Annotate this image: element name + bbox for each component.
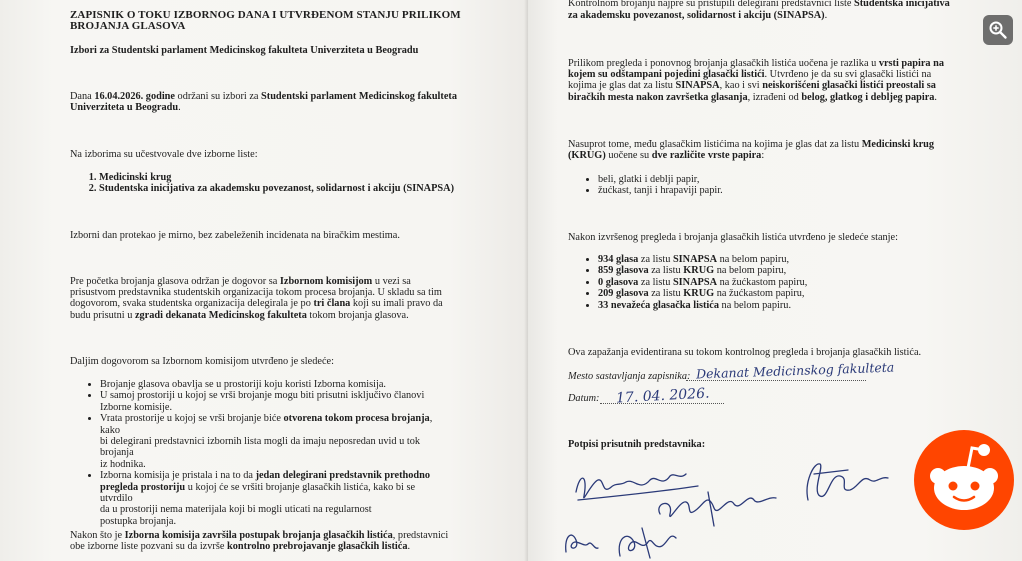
date-paragraph-line1: Dana 16.04.2026. godine održani su izbori za Studentski parlament Medicinskog fakulteta (70, 91, 457, 102)
list-item: • Vrata prostorije u kojoj se vrši brojanje biće otvorena tokom procesa brojanja, kako bi delegirani predstavnici izbornih lista mogli da imaju neposredan uvid u tok brojanja iz hodnika. (100, 413, 446, 470)
signature-2 (659, 492, 776, 526)
signature-4 (566, 535, 598, 552)
contrast-line1: Nasuprot tome, među glasačkim listićima na kojima je glas dat za listu Medicinski krug (568, 139, 935, 150)
agreement-line1: Pre početka brojanja glasova održan je dogovor sa Izbornom komisijom u vezi sa (70, 276, 411, 287)
document-subtitle: Izbori za Studentski parlament Medicinskog fakulteta Univerziteta u Beogradu (70, 45, 419, 56)
review-line2: kojem su odštampani pojedini glasački listići. Utvrđeno je da su svi glasački listići na (568, 69, 932, 80)
document-title-line1: ZAPISNIK O TOKU IZBORNOG DANA I UTVRĐENOM STANJU PRILIKOM (70, 9, 461, 21)
document-title-line2: BROJANJA GLASOVA (70, 20, 186, 32)
electoral-lists (83, 172, 454, 195)
review-line3: kojima je glas dat za listu SINAPSA, kao i svi neiskorišćeni glasački listići preostali sa (568, 80, 936, 91)
list-item: • U samoj prostoriji u kojoj se vrši brojanje mogu biti prisutni isključivo članovi Izborne komisije. (100, 390, 446, 413)
list-item: 2. Studentska inicijativa za akademsku povezanost, solidarnost i akciju (SINAPSA) (99, 183, 454, 194)
place-handwritten: Dekanat Medicinskog fakulteta (695, 359, 895, 382)
place-label: Mesto sastavljanja zapisnika: (568, 371, 691, 382)
agreement-line2: prisustvom predstavnika studentskih organizacija tokom procesa brojanja. U skladu sa tim (70, 287, 442, 298)
count-row: • 209 glasova za listu KRUG na žućkastom papiru, (598, 288, 807, 299)
recorded-statement: Ova zapažanja evidentirana su tokom kontrolnog pregleda i brojanja glasačkih listića. (568, 347, 922, 358)
rules-bullets (86, 379, 446, 527)
count-row: • 33 nevažeća glasačka listića na belom papiru. (598, 300, 807, 311)
signatures-label: Potpisi prisutnih predstavnika: (568, 439, 706, 450)
signature-1 (576, 474, 698, 500)
reddit-logo (912, 428, 1016, 532)
list-item: • beli, glatki i deblji papir, (598, 174, 723, 185)
zoom-button[interactable] (983, 15, 1013, 45)
lists-intro: Na izborima su učestvovale dve izborne liste: (70, 149, 258, 160)
top-line2: za akademsku povezanost, solidarnost i akciju (SINAPSA). (568, 10, 828, 21)
paper-types (584, 174, 723, 197)
calm-statement: Izborni dan protekao je mirno, bez zabeleženih incidenata na biračkim mestima. (70, 230, 400, 241)
review-line4: biračkih mesta nakon završetka glasanja, izrađeni od belog, glatkog i debljeg papira. (568, 92, 937, 103)
signature-3 (807, 464, 888, 500)
vote-counts (584, 254, 807, 311)
agreement-line3: dogovorom, svaka studentska organizacija delegirala je po tri člana koji su imali pravo da (70, 298, 443, 309)
date-label: Datum: (568, 393, 600, 404)
list-item: 1. Medicinski krug (99, 172, 454, 183)
closing-line1: Nakon što je Izborna komisija završila postupak brojanja glasačkih listića, predstavnici (70, 530, 449, 541)
date-handwritten: 17. 04. 2026. (615, 385, 710, 407)
agreement-line4: budu prisutni u zgradi dekanata Medicinskog fakulteta tokom brojanja glasova. (70, 310, 409, 321)
signature-5 (619, 528, 676, 558)
date-paragraph-line2: Univerziteta u Beogradu. (70, 102, 181, 113)
list-item: • žućkast, tanji i hrapaviji papir. (598, 185, 723, 196)
zoom-in-icon (988, 20, 1008, 40)
count-row: • 934 glasa za listu SINAPSA na belom papiru, (598, 254, 807, 265)
closing-line2: obe izborne liste pozvani su da izvrše kontrolno prebrojavanje glasačkih listića. (70, 541, 411, 552)
review-line1: Prilikom pregleda i ponovnog brojanja glasačkih listića uočena je razlika u vrsti papira na (568, 58, 945, 69)
list-item: • Izborna komisija je pristala i na to da jedan delegirani predstavnik prethodno pregleda prostoriju u kojoj će se vršiti brojanje glasačkih listića, kako bi se utvrdilo da u prostoriji nema materijala koji bi mogli uticati na regularnost postupka brojanja. (100, 470, 446, 527)
contrast-line2: (KRUG) uočene su dve različite vrste papira: (568, 150, 765, 161)
count-row: • 859 glasova za listu KRUG na belom papiru, (598, 265, 807, 276)
list-item: • Brojanje glasova obavlja se u prostoriji koju koristi Izborna komisija. (100, 379, 446, 390)
top-line1: Kontrolnom brojanju najpre su pristupili delegirani predstavnici liste Studentska inicijativa (568, 0, 950, 9)
count-row: • 0 glasova za listu SINAPSA na žućkastom papiru, (598, 277, 807, 288)
reddit-snoo-icon (912, 428, 1016, 532)
further-intro: Daljim dogovorom sa Izbornom komisijom utvrđeno je sledeće: (70, 356, 334, 367)
signatures-area (558, 452, 918, 561)
count-intro: Nakon izvršenog pregleda i brojanja glasačkih listića utvrđeno je sledeće stanje: (568, 232, 898, 243)
